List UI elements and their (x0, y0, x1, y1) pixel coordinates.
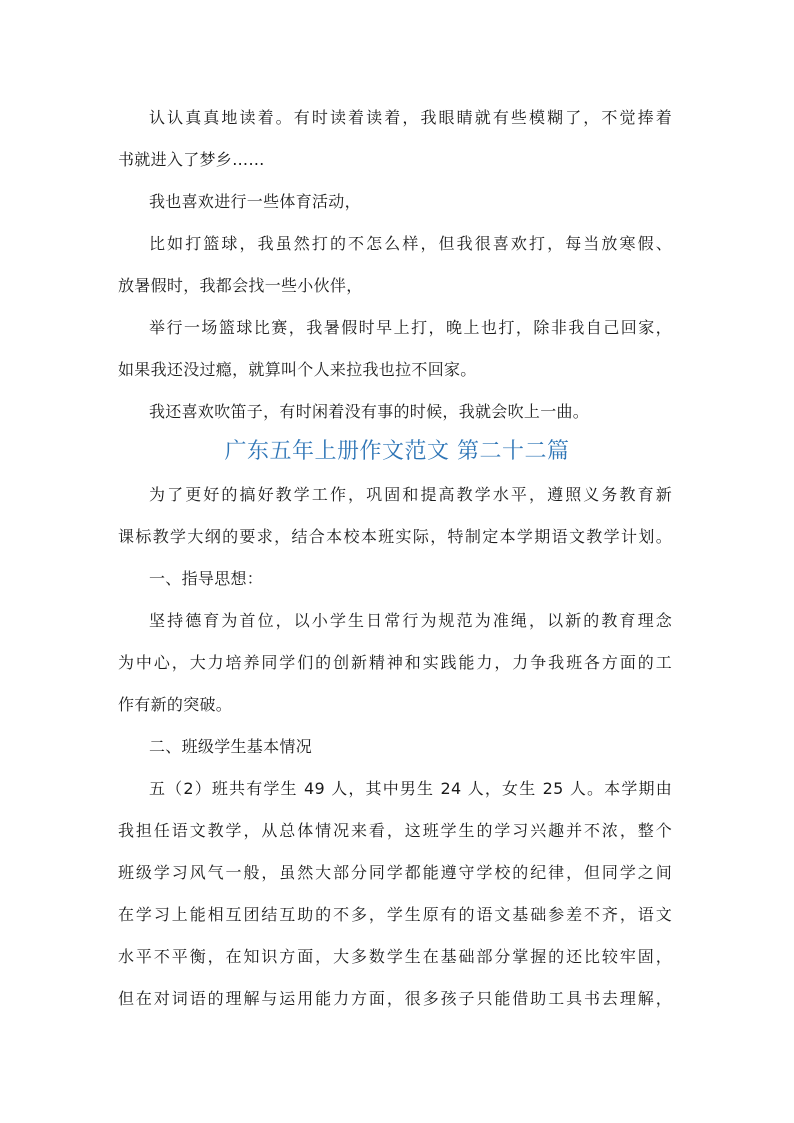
paragraph-line: 在学习上能相互团结互助的不多，学生原有的语文基础参差不齐，语文 (118, 905, 672, 924)
paragraph-line: 但在对词语的理解与运用能力方面，很多孩子只能借助工具书去理解， (118, 989, 672, 1008)
paragraph-line: 水平不平衡，在知识方面，大多数学生在基础部分掌握的还比较牢固， (118, 947, 672, 966)
paragraph-line: 书就进入了梦乡…… (118, 150, 265, 169)
paragraph-line: 五（2）班共有学生 49 人，其中男生 24 人，女生 25 人。本学期由 (149, 779, 672, 798)
subheading: 一、指导思想： (149, 569, 264, 588)
paragraph-line: 我也喜欢进行一些体育活动， (149, 192, 361, 211)
paragraph-line: 我担任语文教学，从总体情况来看，这班学生的学习兴趣并不浓，整个 (118, 821, 672, 840)
paragraph-line: 班级学习风气一般，虽然大部分同学都能遵守学校的纪律，但同学之间 (118, 863, 672, 882)
paragraph-line: 比如打篮球，我虽然打的不怎么样，但我很喜欢打，每当放寒假、 (149, 234, 672, 253)
paragraph-line: 举行一场篮球比赛，我暑假时早上打，晚上也打，除非我自己回家， (149, 318, 672, 337)
paragraph-line: 坚持德育为首位，以小学生日常行为规范为准绳，以新的教育理念 (149, 611, 672, 630)
paragraph-line: 作有新的突破。 (118, 695, 233, 714)
paragraph-line: 为了更好的搞好教学工作，巩固和提高教学水平，遵照义务教育新 (149, 485, 672, 504)
paragraph-line: 我还喜欢吹笛子，有时闲着没有事的时候，我就会吹上一曲。 (149, 402, 590, 421)
section-heading: 广东五年上册作文范文 第二十二篇 (224, 439, 570, 464)
subheading: 二、班级学生基本情况 (149, 737, 313, 756)
paragraph-line: 为中心，大力培养同学们的创新精神和实践能力，力争我班各方面的工 (118, 653, 672, 672)
paragraph-line: 如果我还没过瘾，就算叫个人来拉我也拉不回家。 (118, 360, 477, 379)
paragraph-line: 认认真真地读着。有时读着读着，我眼睛就有些模糊了，不觉捧着 (149, 108, 672, 127)
paragraph-line: 课标教学大纲的要求，结合本校本班实际，特制定本学期语文教学计划。 (118, 527, 672, 546)
paragraph-line: 放暑假时，我都会找一些小伙伴， (118, 276, 363, 295)
